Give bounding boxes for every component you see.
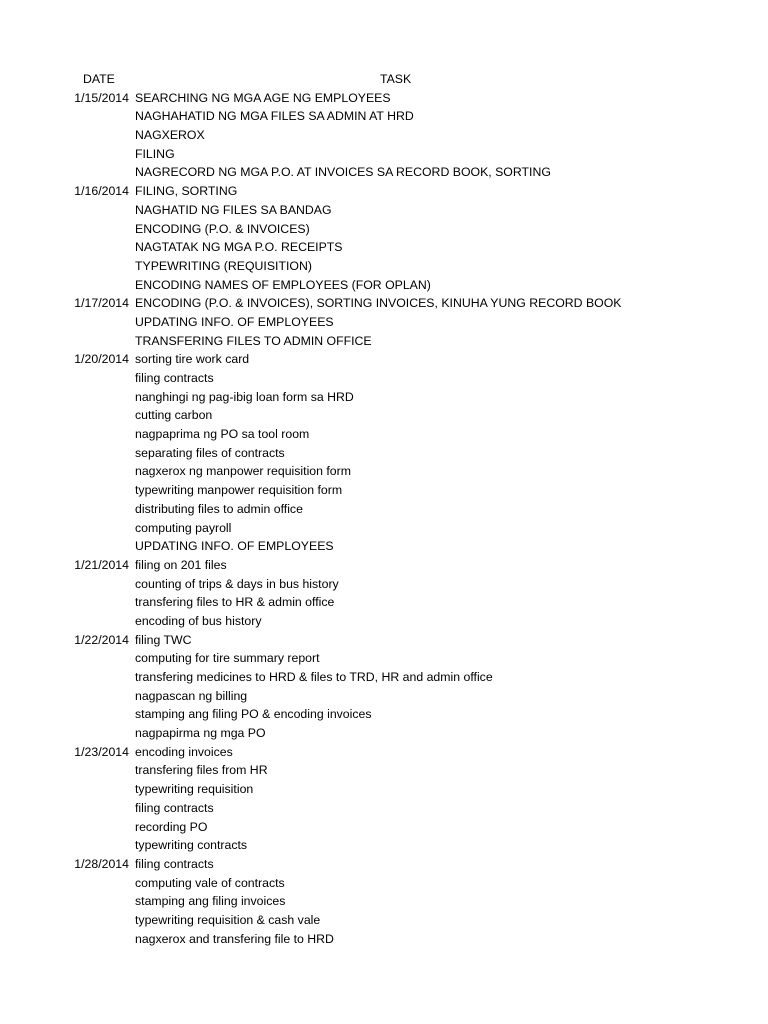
task-cell: TRANSFERING FILES TO ADMIN OFFICE [135, 333, 372, 348]
date-cell: 1/17/2014 [74, 296, 129, 311]
table-row [0, 743, 768, 762]
table-row [0, 332, 768, 351]
task-cell: counting of trips & days in bus history [135, 576, 339, 591]
table-row [0, 855, 768, 874]
date-cell [0, 145, 129, 164]
date-cell [0, 462, 129, 481]
table-row [0, 425, 768, 444]
date-cell [0, 500, 129, 519]
date-cell: 1/15/2014 [74, 90, 129, 105]
table-row [0, 201, 768, 220]
table-row [0, 238, 768, 257]
task-cell: separating files of contracts [135, 445, 285, 460]
date-cell [0, 425, 129, 444]
date-cell [0, 649, 129, 668]
date-cell: 1/28/2014 [74, 856, 129, 871]
task-cell: stamping ang filing PO & encoding invoices [135, 707, 372, 722]
task-cell: ENCODING (P.O. & INVOICES) [135, 221, 310, 236]
task-cell: nagpapirma ng mga PO [135, 726, 266, 741]
table-row [0, 593, 768, 612]
task-cell: cutting carbon [135, 408, 213, 423]
date-cell [0, 724, 129, 743]
task-cell: FILING [135, 146, 175, 161]
table-row [0, 369, 768, 388]
date-cell [0, 444, 129, 463]
task-cell: distributing files to admin office [135, 501, 303, 516]
table-row [0, 687, 768, 706]
table-row [0, 276, 768, 295]
task-cell: UPDATING INFO. OF EMPLOYEES [135, 314, 334, 329]
task-cell: NAGHATID NG FILES SA BANDAG [135, 202, 332, 217]
table-row [0, 537, 768, 556]
date-cell [0, 593, 129, 612]
task-cell: recording PO [135, 819, 208, 834]
date-cell [0, 911, 129, 930]
date-cell [0, 163, 129, 182]
date-cell [0, 705, 129, 724]
date-cell [0, 201, 129, 220]
table-row [0, 145, 768, 164]
task-cell: nagpascan ng billing [135, 688, 248, 703]
table-row [0, 388, 768, 407]
table-row [0, 874, 768, 893]
task-column-header: TASK [380, 72, 412, 86]
date-cell [0, 761, 129, 780]
task-cell: ENCODING (P.O. & INVOICES), SORTING INVOICES, KINUHA YUNG RECORD BOOK [135, 296, 622, 311]
table-row [0, 126, 768, 145]
table-row [0, 220, 768, 239]
task-rows [0, 89, 768, 949]
table-row [0, 575, 768, 594]
date-cell [0, 575, 129, 594]
table-row [0, 350, 768, 369]
task-cell: computing for tire summary report [135, 651, 320, 666]
date-cell [0, 313, 129, 332]
date-cell [0, 388, 129, 407]
table-row [0, 500, 768, 519]
date-cell [0, 126, 129, 145]
date-cell [0, 687, 129, 706]
task-cell: NAGHAHATID NG MGA FILES SA ADMIN AT HRD [135, 109, 414, 124]
task-cell: NAGTATAK NG MGA P.O. RECEIPTS [135, 240, 343, 255]
task-cell: filing on 201 files [135, 557, 227, 572]
task-cell: NAGRECORD NG MGA P.O. AT INVOICES SA RECORD BOOK, SORTING [135, 165, 551, 180]
table-row [0, 631, 768, 650]
date-cell [0, 836, 129, 855]
date-cell [0, 799, 129, 818]
task-cell: stamping ang filing invoices [135, 894, 286, 909]
task-log-sheet [0, 70, 768, 948]
table-row [0, 649, 768, 668]
table-row [0, 519, 768, 538]
task-cell: encoding of bus history [135, 613, 262, 628]
date-cell [0, 238, 129, 257]
table-row [0, 761, 768, 780]
task-cell: encoding invoices [135, 744, 233, 759]
task-cell: ENCODING NAMES OF EMPLOYEES (FOR OPLAN) [135, 277, 431, 292]
task-cell: SEARCHING NG MGA AGE NG EMPLOYEES [135, 90, 391, 105]
date-cell [0, 930, 129, 949]
table-row [0, 724, 768, 743]
table-row [0, 799, 768, 818]
table-row [0, 294, 768, 313]
date-cell [0, 257, 129, 276]
date-cell [0, 874, 129, 893]
table-row [0, 107, 768, 126]
table-row [0, 182, 768, 201]
date-cell [0, 369, 129, 388]
date-cell [0, 780, 129, 799]
date-column-header: DATE [83, 72, 115, 86]
task-cell: filing contracts [135, 856, 214, 871]
date-cell: 1/22/2014 [74, 632, 129, 647]
table-row [0, 406, 768, 425]
table-row [0, 818, 768, 837]
task-cell: typewriting requisition [135, 782, 254, 797]
date-cell [0, 481, 129, 500]
date-cell [0, 818, 129, 837]
table-row [0, 89, 768, 108]
date-cell [0, 668, 129, 687]
header-row [0, 70, 768, 89]
date-cell [0, 537, 129, 556]
task-cell: filing contracts [135, 371, 214, 385]
task-cell: nagxerox ng manpower requisition form [135, 464, 351, 479]
date-cell [0, 406, 129, 425]
date-cell: 1/16/2014 [74, 184, 129, 199]
task-cell: TYPEWRITING (REQUISITION) [135, 258, 312, 273]
table-row [0, 444, 768, 463]
task-cell: sorting tire work card [135, 352, 250, 367]
task-cell: typewriting contracts [135, 838, 248, 853]
table-row [0, 163, 768, 182]
date-cell: 1/20/2014 [74, 352, 129, 367]
date-cell [0, 332, 129, 351]
task-cell: UPDATING INFO. OF EMPLOYEES [135, 539, 334, 554]
date-cell [0, 220, 129, 239]
task-cell: transfering files from HR [135, 763, 268, 778]
table-row [0, 668, 768, 687]
task-cell: FILING, SORTING [135, 184, 238, 199]
table-row [0, 911, 768, 930]
date-cell [0, 276, 129, 295]
table-row [0, 705, 768, 724]
table-row [0, 313, 768, 332]
task-cell: transfering medicines to HRD & files to TRD, HR and admin office [135, 670, 493, 684]
task-cell: computing payroll [135, 520, 232, 535]
date-cell [0, 107, 129, 126]
table-row [0, 930, 768, 949]
task-cell: nagpaprima ng PO sa tool room [135, 427, 310, 442]
task-cell: typewriting requisition & cash vale [135, 912, 321, 927]
task-cell: filing contracts [135, 800, 214, 815]
table-row [0, 836, 768, 855]
table-row [0, 556, 768, 575]
task-cell: nagxerox and transfering file to HRD [135, 931, 334, 946]
date-cell: 1/23/2014 [74, 744, 129, 759]
task-cell: transfering files to HR & admin office [135, 595, 335, 610]
table-row [0, 780, 768, 799]
table-row [0, 462, 768, 481]
date-cell [0, 892, 129, 911]
date-cell [0, 612, 129, 631]
task-cell: computing vale of contracts [135, 875, 285, 890]
date-cell: 1/21/2014 [74, 557, 129, 572]
task-cell: filing TWC [135, 632, 192, 647]
table-row [0, 612, 768, 631]
task-cell: nanghingi ng pag-ibig loan form sa HRD [135, 389, 354, 404]
task-cell: typewriting manpower requisition form [135, 483, 343, 498]
table-row [0, 481, 768, 500]
table-row [0, 257, 768, 276]
task-cell: NAGXEROX [135, 128, 205, 143]
table-row [0, 892, 768, 911]
date-cell [0, 519, 129, 538]
